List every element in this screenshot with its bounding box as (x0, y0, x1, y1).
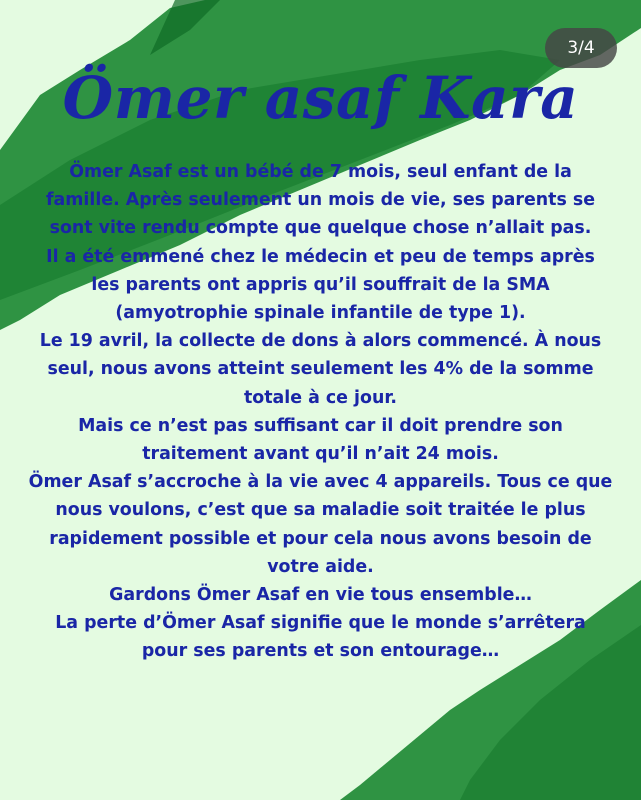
story-line: La perte d’Ömer Asaf signifie que le monde s’arrêtera (55, 613, 586, 634)
story-line: seul, nous avons atteint seulement les 4% de la somme (47, 359, 594, 380)
story-line: Le 19 avril, la collecte de dons à alors commencé. À nous (39, 331, 602, 352)
story-line: traitement avant qu’il n’ait 24 mois. (142, 444, 499, 465)
story-line: Ömer Asaf est un bébé de 7 mois, seul enfant de la (69, 162, 572, 182)
story-text (0, 158, 641, 666)
page-counter-badge: 3/4 (545, 28, 617, 68)
story-line: Gardons Ömer Asaf en vie tous ensemble… (109, 585, 532, 606)
story-line: rapidement possible et pour cela nous avons besoin de (49, 528, 592, 549)
page-title: Ömer asaf Kara (62, 64, 579, 132)
story-line: (amyotrophie spinale infantile de type 1). (115, 303, 526, 324)
story-line: Ömer Asaf s’accroche à la vie avec 4 appareils. Tous ce que (28, 472, 613, 493)
story-line: totale à ce jour. (243, 387, 398, 408)
story-line: nous voulons, c’est que sa maladie soit traitée le plus (55, 500, 586, 521)
story-line: Mais ce n’est pas suffisant car il doit prendre son (78, 415, 563, 436)
story-line: sont vite rendu compte que quelque chose n’allait pas. (49, 218, 592, 239)
story-line: les parents ont appris qu’il souffrait de la SMA (91, 274, 550, 295)
story-line: famille. Après seulement un mois de vie, ses parents se (45, 190, 596, 211)
story-line: pour ses parents et son entourage… (141, 641, 500, 662)
story-line: votre aide. (267, 556, 374, 577)
story-line: Il a été emmené chez le médecin et peu de temps après (46, 246, 595, 267)
